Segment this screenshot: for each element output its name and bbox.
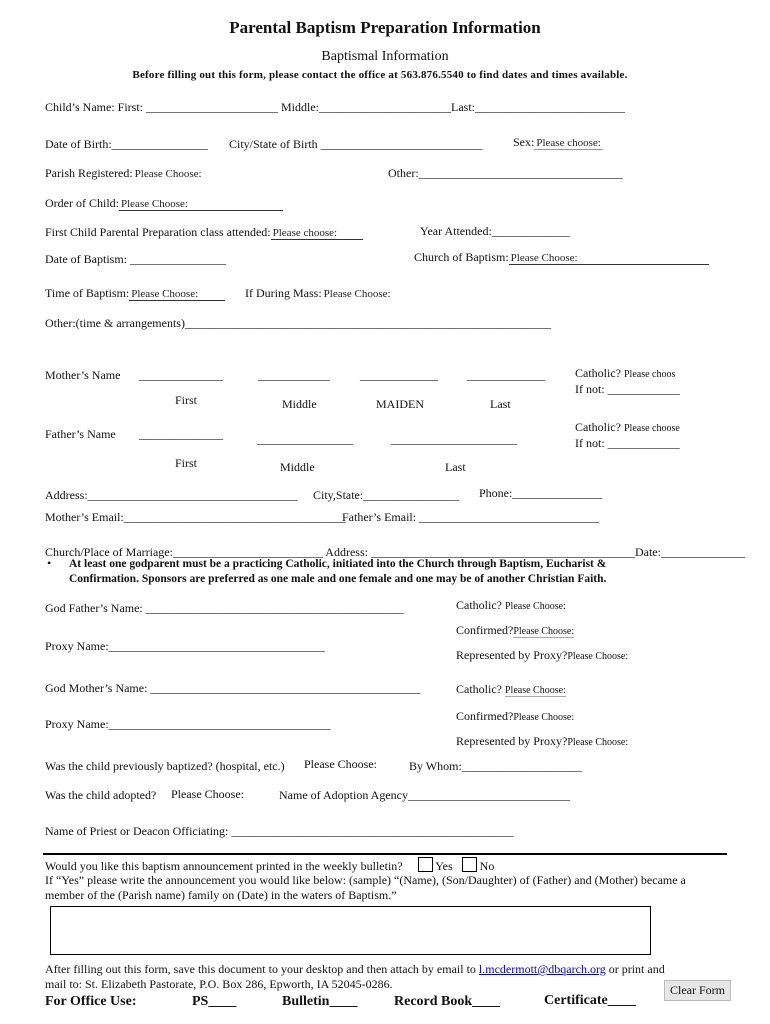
bulletin-instructions-line2: member of the (Parish name) family on (Date) in the waters of Baptism.” [45,888,397,902]
office-ps-field: PS____ [192,994,237,1009]
godmother-catholic-label: Catholic? [456,682,502,696]
during-mass-field [245,286,393,301]
submission-instructions-line1 [45,962,665,977]
page-title: Parental Baptism Preparation Information [229,18,541,37]
godfather-represented-select[interactable]: Please Choose: [567,651,629,662]
godfather-represented-field [456,648,628,663]
time-select[interactable]: Please Choose: [129,288,225,301]
mother-last-field[interactable]: _____________ [467,368,545,382]
church-select[interactable]: Please Choose: [509,252,709,265]
godmother-represented-field [456,734,628,749]
bulletin-no-label: No [479,859,495,873]
church-label: Church of Baptism: [414,250,509,264]
bulletin-yes-checkbox[interactable] [418,857,433,872]
godfather-proxy-field[interactable]: Proxy Name:____________________________________ [45,639,325,653]
godparent-notice-line1: At least one godparent must be a practicing Catholic, initiated into the Church through Baptism, Eucharist & [69,558,607,570]
during-mass-select[interactable]: Please Choose: [323,288,391,300]
first-child-class-field [45,225,363,240]
godfather-catholic-label: Catholic? [456,598,502,612]
mother-name-label: Mother’s Name [45,368,121,382]
adopted-select[interactable]: Please Choose: [171,787,244,801]
bulletin-instructions-line1: If “Yes” please write the announcement you would like below: (sample) “(Name), (Son/Daughter) of (Father) and (Mother) became a [45,873,686,887]
submission-instructions-line2: mail to: St. Elizabeth Pastorate, P.O. Box 286, Epworth, IA 52045-0286. [45,977,393,991]
godmother-catholic-select[interactable]: Please Choose: [504,685,566,696]
city-state-field[interactable]: City,State:________________ [313,488,460,502]
mother-middle-field[interactable]: ____________ [258,368,330,382]
godmother-catholic-field [456,682,566,697]
page-subtitle: Baptismal Information [321,49,449,64]
mother-maiden-field[interactable]: _____________ [360,368,438,382]
office-record-book-field: Record Book____ [394,994,501,1009]
father-catholic-label: Catholic? [575,420,621,434]
mother-first-sublabel: First [175,393,198,407]
godfather-confirmed-label: Confirmed? [456,623,514,637]
prev-baptized-label: Was the child previously baptized? (hospital, etc.) [45,759,285,773]
submission-text-post: or print and [608,962,665,976]
during-mass-label: If During Mass: [245,286,322,300]
bulletin-no-checkbox[interactable] [462,857,477,872]
mother-catholic-field [575,366,675,381]
clear-form-button[interactable]: Clear Form [664,980,731,1001]
other-parish-field[interactable]: Other:__________________________________ [388,166,623,180]
godfather-represented-label: Represented by Proxy? [456,648,568,662]
order-select[interactable]: Please Choose: [119,198,283,211]
time-label: Time of Baptism: [45,286,130,300]
office-use-label: For Office Use: [45,994,137,1009]
time-of-baptism-field [45,286,225,301]
submission-text-pre: After filling out this form, save this document to your desktop and then attach by email to [45,962,476,976]
mother-email-field[interactable]: Mother’s Email:_____________________________________ [45,510,346,524]
adoption-agency-field[interactable]: Name of Adoption Agency___________________________ [279,788,570,802]
first-child-select[interactable]: Please choose: [271,227,363,240]
godmother-confirmed-select[interactable]: Please Choose: [513,712,575,723]
date-of-baptism-field[interactable]: Date of Baptism: ________________ [45,252,226,266]
godparent-notice-line2: Confirmation. Sponsors are preferred as one male and one female and one may be of another Christian Faith. [69,573,607,585]
godmother-confirmed-label: Confirmed? [456,709,514,723]
godmother-represented-select[interactable]: Please Choose: [567,737,629,748]
office-bulletin-field: Bulletin____ [282,994,358,1009]
mother-first-field[interactable]: ______________ [139,368,223,382]
father-first-field[interactable]: ______________ [139,427,223,441]
email-link[interactable]: l.mcdermott@dbqarch.org [478,962,606,976]
church-of-marriage-field[interactable]: Church/Place of Marriage:_________________________ Address: ____________________________________________Date:______________ [45,545,745,559]
priest-officiating-field[interactable]: Name of Priest or Deacon Officiating: _______________________________________________ [45,824,514,838]
godfather-confirmed-field [456,623,574,638]
by-whom-field[interactable]: By Whom:____________________ [409,759,582,773]
section-divider [43,853,727,855]
office-certificate-field: Certificate____ [544,993,636,1008]
bullet-icon: • [47,556,52,570]
parish-field [45,166,204,181]
city-state-birth-field[interactable]: City/State of Birth ___________________________ [229,137,483,151]
bulletin-yes-label: Yes [435,859,453,873]
godmother-confirmed-field [456,709,574,724]
father-last-field[interactable]: _____________________ [391,432,517,446]
contact-notice: Before filling out this form, please contact the office at 563.876.5540 to find dates and times available. [132,69,628,81]
godfather-catholic-select[interactable]: Please Choose: [504,601,566,612]
order-of-child-field [45,196,283,211]
bulletin-question-row [45,857,494,874]
mother-if-not-field[interactable]: If not: ____________ [575,382,680,396]
sex-field [513,135,603,150]
child-name-field[interactable]: Child’s Name: First: ______________________ Middle:______________________Last:_________________________ [45,100,625,114]
sex-label: Sex: [513,135,535,149]
father-catholic-field [575,420,680,435]
godmother-represented-label: Represented by Proxy? [456,734,568,748]
godfather-catholic-field [456,598,566,613]
father-catholic-select[interactable]: Please choose [623,423,680,434]
year-attended-field[interactable]: Year Attended:_____________ [420,224,570,238]
mother-middle-sublabel: Middle [282,397,317,411]
father-first-sublabel: First [175,456,198,470]
father-last-sublabel: Last [445,460,466,474]
first-child-label: First Child Parental Preparation class attended: [45,225,271,239]
bulletin-announcement-textarea[interactable] [50,906,651,955]
sex-select[interactable]: Please choose: [536,137,601,149]
mother-last-sublabel: Last [490,397,511,411]
godmother-name-field[interactable]: God Mother’s Name: _____________________________________________ [45,681,421,695]
adopted-label: Was the child adopted? [45,788,157,802]
church-of-baptism-field [414,250,709,265]
date-of-birth-field[interactable]: Date of Birth:________________ [45,137,208,151]
father-middle-sublabel: Middle [280,460,315,474]
order-label: Order of Child: [45,196,119,210]
mother-maiden-sublabel: MAIDEN [376,397,424,411]
prev-baptized-select[interactable]: Please Choose: [304,757,377,771]
father-name-label: Father’s Name [45,427,116,441]
godfather-confirmed-select[interactable]: Please Choose: [513,626,575,637]
phone-field[interactable]: Phone:_______________ [479,486,603,500]
father-email-field[interactable]: Father’s Email: ______________________________ [342,510,600,524]
parish-select[interactable]: Please Choose: [134,168,202,180]
father-middle-field[interactable]: ________________ [257,432,353,446]
mother-catholic-label: Catholic? [575,366,621,380]
address-field[interactable]: Address:___________________________________ [45,488,298,502]
mother-catholic-select[interactable]: Please choos [623,369,676,380]
parish-label: Parish Registered: [45,166,133,180]
father-if-not-field[interactable]: If not: ____________ [575,436,680,450]
godmother-proxy-field[interactable]: Proxy Name:_____________________________________ [45,717,331,731]
bulletin-question: Would you like this baptism announcement printed in the weekly bulletin? [45,859,403,873]
godfather-name-field[interactable]: God Father’s Name: ___________________________________________ [45,601,404,615]
other-time-field[interactable]: Other:(time & arrangements)_____________________________________________________________ [45,316,551,330]
